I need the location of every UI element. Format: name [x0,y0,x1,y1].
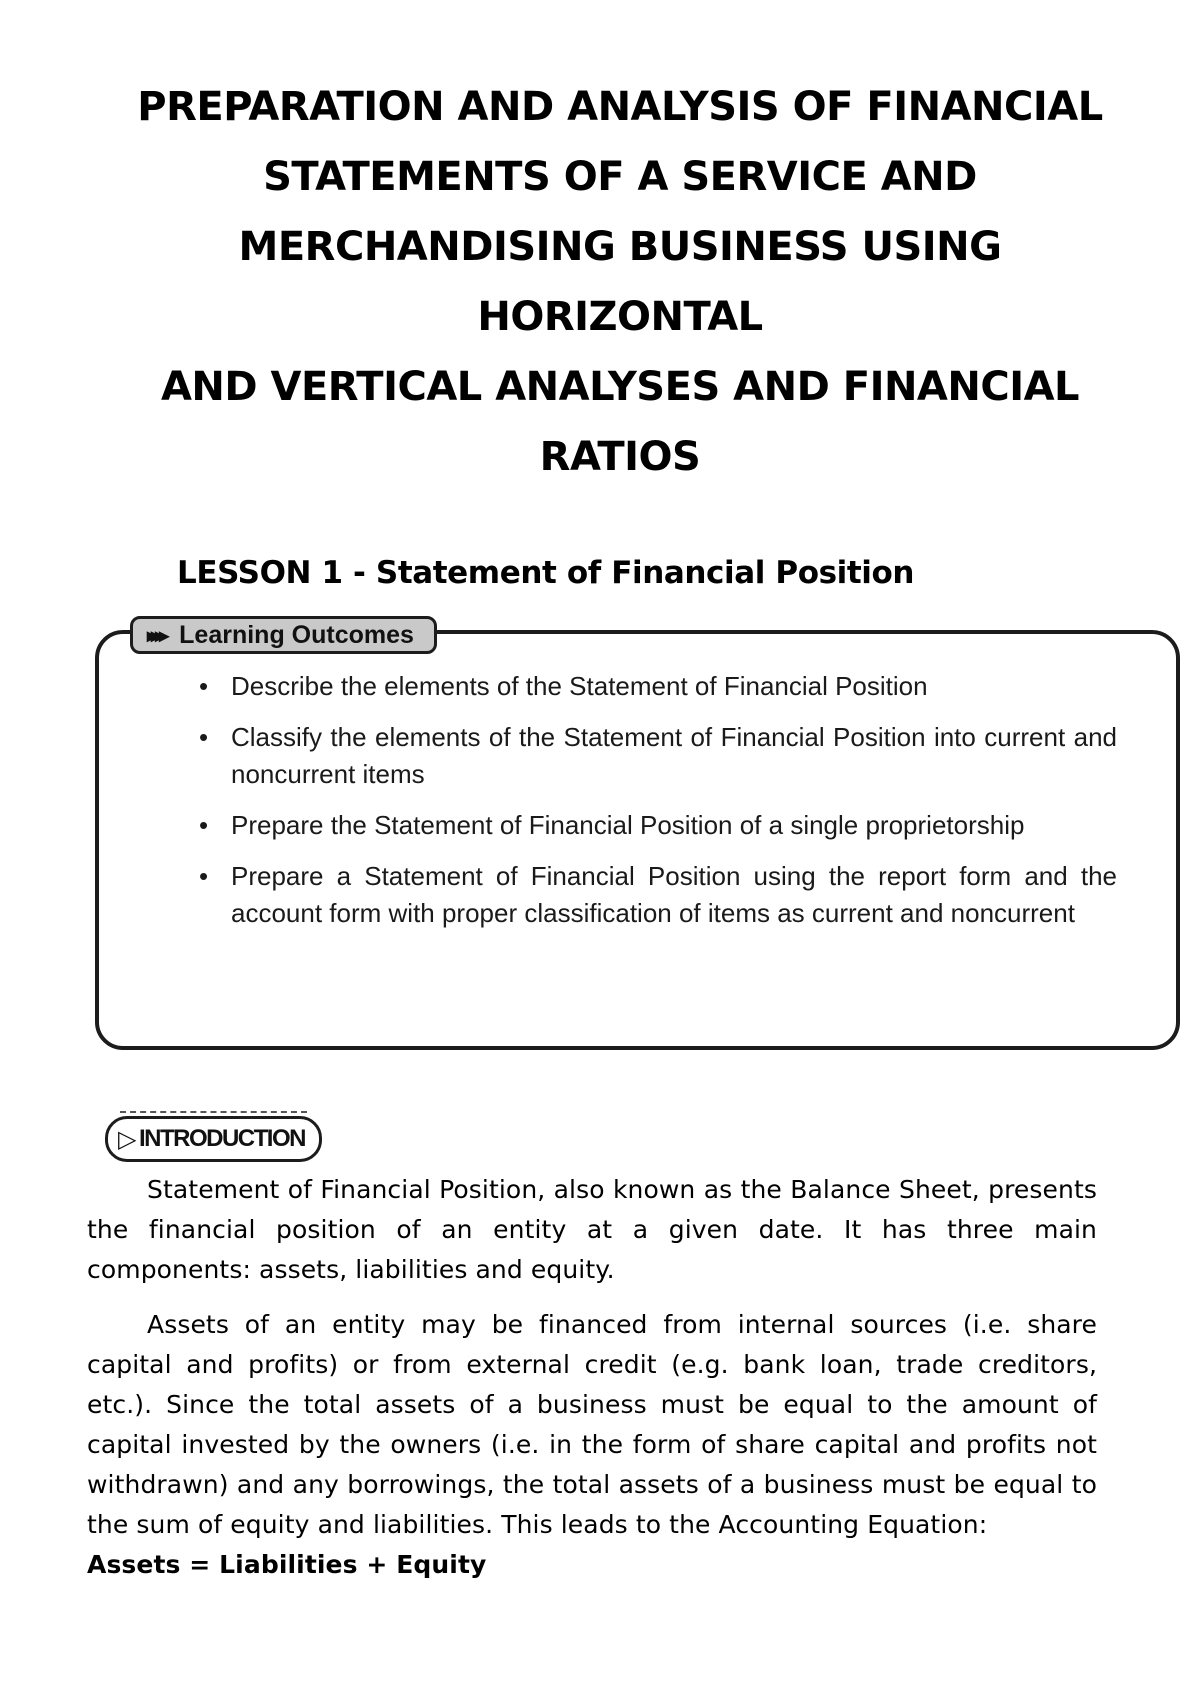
list-item [195,719,1117,793]
bullet-icon: • [199,722,209,752]
list-item [195,858,1117,932]
title-line: STATEMENTS OF A SERVICE AND [263,154,977,200]
list-item-text: Prepare the Statement of Financial Position of a single proprietorship [231,810,1025,840]
learning-outcomes-label: Learning Outcomes [179,620,414,649]
play-icon: ▷ [118,1125,135,1153]
intro-paragraph [87,1305,1097,1585]
page-title [90,72,1150,492]
introduction-badge [105,1116,322,1162]
list-item-text: Prepare a Statement of Financial Position using the report form and the account form with proper classification of items as current and noncurrent [231,861,1117,928]
title-line: PREPARATION AND ANALYSIS OF FINANCIAL [137,84,1103,130]
list-item-text: Classify the elements of the Statement of Financial Position into current and noncurrent items [231,722,1117,789]
arrows-icon: ▸▸▸▸ [147,624,164,647]
list-item-text: Describe the elements of the Statement of Financial Position [231,671,928,701]
learning-outcomes-list [195,668,1117,946]
title-line: AND VERTICAL ANALYSES AND FINANCIAL [160,364,1080,410]
introduction-label: INTRODUCTION [138,1125,305,1152]
learning-outcomes-tab [130,616,437,654]
intro-paragraph-text: Statement of Financial Position, also known as the Balance Sheet, presents the financial position of an entity at a given date. It has three main components: assets, liabilities and equity. [87,1175,1097,1284]
intro-paragraph [87,1170,1097,1290]
title-line: MERCHANDISING BUSINESS USING [238,224,1002,270]
bullet-icon: • [199,671,209,701]
list-item [195,668,1117,705]
bullet-icon: • [199,861,209,891]
list-item [195,807,1117,844]
title-line: HORIZONTAL [477,294,763,340]
bullet-icon: • [199,810,209,840]
accounting-equation: Assets = Liabilities + Equity [87,1550,487,1579]
lesson-heading: LESSON 1 - Statement of Financial Position [177,555,915,591]
intro-paragraph-text: Assets of an entity may be financed from internal sources (i.e. share capital and profits) or from external credit (e.g. bank loan, trade creditors, etc.). Since the total assets of a business must be equal to the amount of capital invested by the owners (i.e. in the form of share capital and profits not withdrawn) and any borrowings, the total assets of a business must be equal to the sum of equity and liabilities. This leads to the Accounting Equation: [87,1310,1097,1539]
title-line: RATIOS [539,434,701,480]
